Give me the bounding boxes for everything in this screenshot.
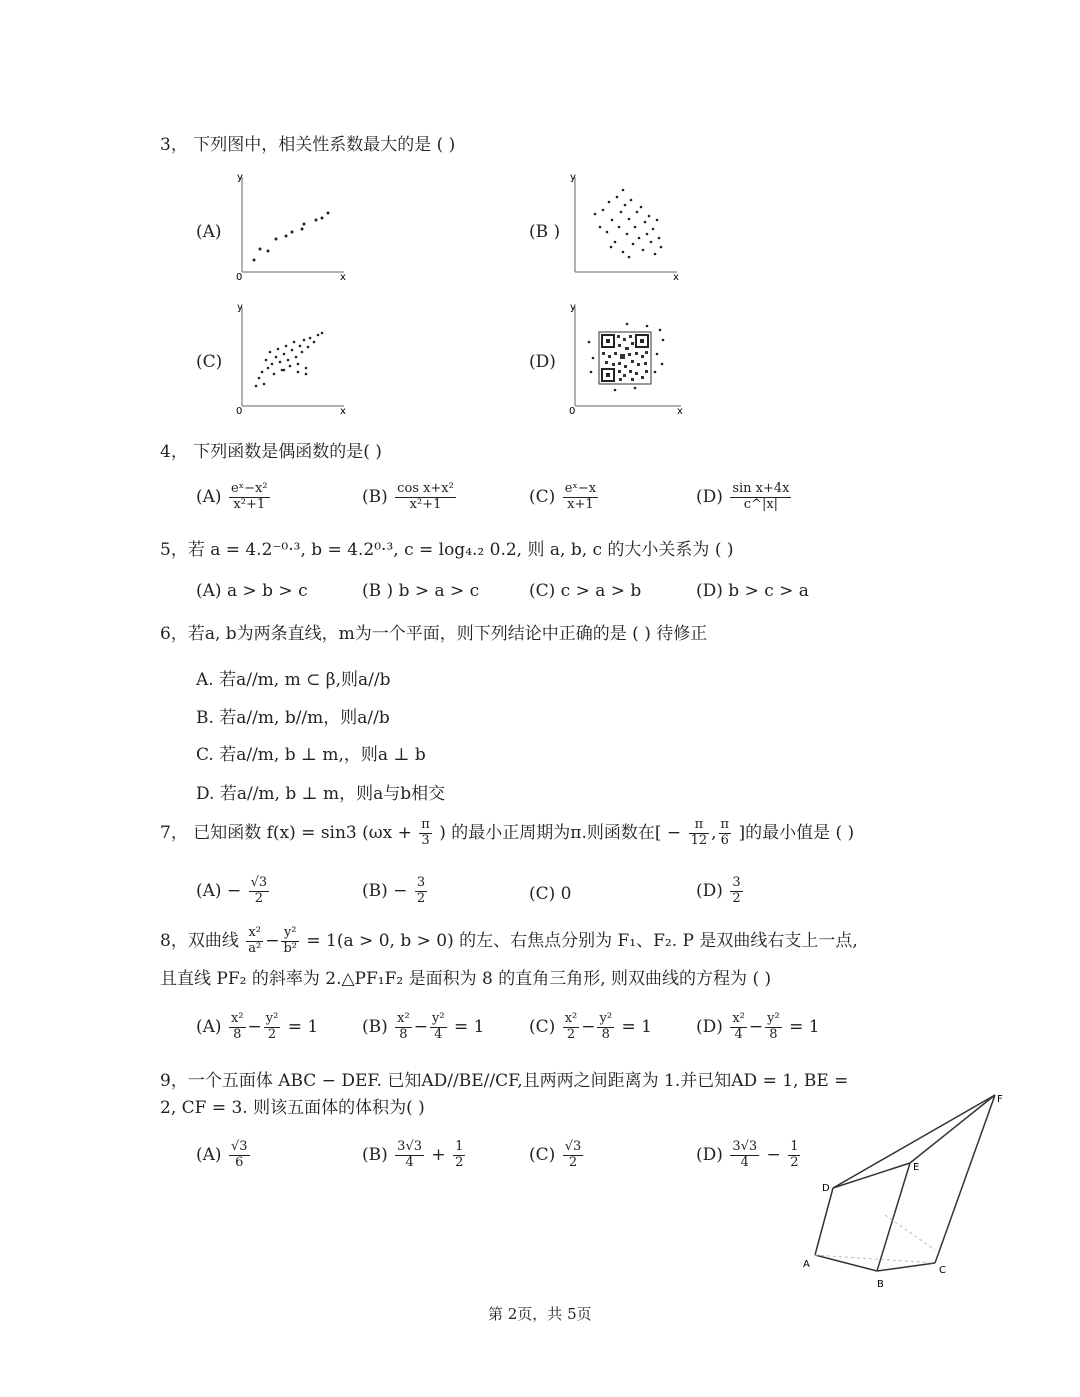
numerator: eˣ−x² xyxy=(230,481,268,496)
scatter-plot-d xyxy=(565,302,690,417)
pi-over-6 xyxy=(719,818,732,849)
numerator: y² xyxy=(767,1011,780,1026)
q9-c-label: (C) xyxy=(529,1144,556,1165)
x-axis-label: x xyxy=(673,272,679,282)
x2-fraction xyxy=(730,1012,747,1043)
denominator: 6 xyxy=(235,1154,244,1170)
denominator: 8 xyxy=(233,1026,242,1042)
x2-fraction xyxy=(229,1012,246,1043)
plus-sign: + xyxy=(431,1144,446,1165)
denominator: 2 xyxy=(455,1154,464,1170)
q3-option-c-label: (C) xyxy=(196,352,223,372)
y2-over-b2 xyxy=(281,926,299,957)
y2-fraction xyxy=(264,1012,281,1043)
q9-d-fraction-1 xyxy=(730,1140,759,1171)
point-e-label: E xyxy=(913,1162,920,1173)
q9-option-c xyxy=(529,1140,585,1171)
numerator: x² xyxy=(246,926,263,942)
denominator: 4 xyxy=(434,1026,443,1042)
y-axis-label: y xyxy=(237,172,243,183)
denominator: x²+1 xyxy=(409,496,442,512)
numerator: 3√3 xyxy=(397,1139,422,1154)
x-axis-label: x xyxy=(340,272,346,282)
q3-stem: 3， 下列图中，相关性系数最大的是 ( ) xyxy=(160,135,456,155)
y-axis-label: y xyxy=(570,302,576,313)
scatter-plot-a xyxy=(232,172,352,282)
y-axis-label: y xyxy=(237,302,243,313)
q3-option-b-label: (B ) xyxy=(529,222,561,242)
q4-b-label: (B) xyxy=(362,486,388,507)
denominator: 8 xyxy=(769,1026,778,1042)
point-f-label: F xyxy=(997,1094,1003,1105)
denominator: 8 xyxy=(601,1026,610,1042)
q9-d-label: (D) xyxy=(696,1144,723,1165)
q4-b-fraction xyxy=(395,482,456,513)
q5-option-d: (D) b > c > a xyxy=(696,581,809,601)
q8-c-label: (C) xyxy=(529,1016,556,1037)
x2-over-a2 xyxy=(246,926,263,957)
equals-one: = 1 xyxy=(789,1016,820,1037)
denominator: x²+1 xyxy=(233,496,266,512)
numerator: π xyxy=(689,818,710,834)
origin-label: 0 xyxy=(569,406,576,417)
q8-d-label: (D) xyxy=(696,1016,723,1037)
q7-option-a xyxy=(196,876,271,907)
denominator: 2 xyxy=(790,1154,799,1170)
q9-b-label: (B) xyxy=(362,1144,388,1165)
q8-stem-part-2: = 1(a > 0, b > 0) 的左、右焦点分别为 F₁、F₂. P 是双曲线右支上一点, xyxy=(306,931,858,951)
equals-one: = 1 xyxy=(287,1016,319,1037)
point-a-label: A xyxy=(803,1259,810,1270)
q7-option-d xyxy=(696,876,745,907)
numerator: sin x+4x xyxy=(732,481,790,496)
q9-a-label: (A) xyxy=(196,1144,222,1165)
q6-option-d: D. 若a//m, b ⊥ m，则a与b相交 xyxy=(196,784,446,804)
numerator: 1 xyxy=(455,1139,464,1154)
qr-code-image xyxy=(599,332,651,384)
q7-b-label: (B) − xyxy=(362,880,408,901)
q7-stem-part-2: (ωx + xyxy=(362,823,412,843)
denominator: 2 xyxy=(267,1026,277,1042)
numerator: 3 xyxy=(732,875,741,890)
q7-stem-part-3: ) 的最小正周期为π.则函数在[ − xyxy=(439,823,682,843)
q4-a-label: (A) xyxy=(196,486,222,507)
minus-sign: − xyxy=(766,1144,781,1165)
numerator: √3 xyxy=(564,1139,582,1154)
numerator: y² xyxy=(599,1011,613,1026)
q9-option-b xyxy=(362,1140,467,1171)
q7-stem: 7， 已知函数 f(x) = sin3 (ωx + $\frac{\pi}{3}$ ) 的最小正周期为π.则函数在[ − $\frac{\pi}{12}$ , $\frac{\pi}{6}$ ]的最小值是 ( ) xyxy=(160,817,855,848)
numerator: y² xyxy=(281,926,299,942)
q5-stem: 5，若 a = 4.2⁻⁰·³, b = 4.2⁰·³, c = log₄.₂ 0.2, 则 a, b, c 的大小关系为 ( ) xyxy=(160,540,734,560)
denominator: 4 xyxy=(740,1154,749,1170)
pi-over-12 xyxy=(689,818,710,849)
denominator: 4 xyxy=(405,1154,414,1170)
denominator: 6 xyxy=(720,833,729,848)
numerator: π xyxy=(720,817,730,833)
numerator: 3 xyxy=(416,875,426,890)
q8-option-b: (B) $\frac{\text{x²}}{8}$ − $\frac{\text{y²}}{4}$ = 1 xyxy=(362,1011,485,1042)
point-d-label: D xyxy=(822,1183,830,1194)
denominator: 4 xyxy=(734,1026,743,1042)
q7-stem-part-1: 7， 已知函数 f(x) = sin3 xyxy=(160,823,357,843)
q7-b-fraction xyxy=(415,876,427,907)
denominator: 2 xyxy=(568,1154,578,1170)
q4-a-fraction xyxy=(229,482,270,513)
q9-stem-line-1: 9，一个五面体 ABC − DEF. 已知AD//BE//CF,且两两之间距离为 1.并已知AD = 1, BE = xyxy=(160,1071,849,1091)
q8-a-label: (A) xyxy=(196,1016,222,1037)
numerator: x² xyxy=(230,1011,244,1026)
numerator: √3 xyxy=(230,1139,248,1154)
denominator: 2 xyxy=(566,1026,576,1042)
denominator: 2 xyxy=(732,890,741,906)
q4-option-b xyxy=(362,482,458,513)
denominator: a² xyxy=(248,941,262,956)
q4-option-a xyxy=(196,482,272,513)
numerator: x² xyxy=(564,1011,578,1026)
numerator: π xyxy=(421,817,430,833)
q9-c-fraction xyxy=(563,1140,584,1171)
q3-option-a-label: (A) xyxy=(196,222,222,242)
denominator: 2 xyxy=(254,890,264,906)
q9-stem-line-2: 2, CF = 3. 则该五面体的体积为( ) xyxy=(160,1098,425,1118)
q8-b-label: (B) xyxy=(362,1016,388,1037)
equals-one: = 1 xyxy=(453,1016,485,1037)
denominator: 3 xyxy=(421,833,430,848)
y2-fraction xyxy=(430,1012,447,1043)
y2-fraction xyxy=(765,1012,782,1043)
q9-option-a xyxy=(196,1140,252,1171)
q8-stem-line-2: 且直线 PF₂ 的斜率为 2.△PF₁F₂ 是面积为 8 的直角三角形, 则双曲线的方程为 ( ) xyxy=(160,969,772,989)
x-axis-label: x xyxy=(677,406,683,417)
q7-option-b xyxy=(362,876,429,907)
q4-stem: 4， 下列函数是偶函数的是( ) xyxy=(160,442,382,462)
q4-option-c xyxy=(529,482,600,513)
denominator: 8 xyxy=(399,1026,408,1042)
q8-option-a: (A) $\frac{\text{x²}}{8}$ − $\frac{\text{y²}}{2}$ = 1 xyxy=(196,1011,319,1042)
q5-option-a: (A) a > b > c xyxy=(196,581,308,601)
q4-option-d xyxy=(696,482,793,513)
q8-option-d: (D) $\frac{\text{x²}}{4}$ − $\frac{\text{y²}}{8}$ = 1 xyxy=(696,1011,820,1042)
q3-option-d-label: (D) xyxy=(529,352,556,372)
q6-option-c: C. 若a//m, b ⊥ m,，则a ⊥ b xyxy=(196,745,426,765)
numerator: x² xyxy=(732,1011,745,1026)
x2-fraction xyxy=(563,1012,580,1043)
numerator: y² xyxy=(265,1011,279,1026)
scatter-plot-c xyxy=(232,302,352,417)
denominator: x+1 xyxy=(567,496,594,512)
numerator: √3 xyxy=(250,875,268,890)
y2-fraction xyxy=(597,1012,614,1043)
numerator: cos x+x² xyxy=(397,481,454,496)
q5-option-b: (B ) b > a > c xyxy=(362,581,480,601)
denominator: 12 xyxy=(690,833,708,848)
q6-stem: 6，若a, b为两条直线，m为一个平面，则下列结论中正确的是 ( ) 待修正 xyxy=(160,624,708,644)
q9-option-d xyxy=(696,1140,802,1171)
q4-c-label: (C) xyxy=(529,486,556,507)
q8-stem-part-1: 8，双曲线 xyxy=(160,931,239,951)
q6-option-b: B. 若a//m, b//m，则a//b xyxy=(196,708,390,728)
numerator: 1 xyxy=(790,1139,799,1154)
numerator: 3√3 xyxy=(732,1139,758,1154)
q7-option-c: (C) 0 xyxy=(529,884,572,904)
q7-stem-part-4: ]的最小值是 ( ) xyxy=(738,823,855,843)
q7-d-fraction xyxy=(730,876,742,907)
x2-fraction xyxy=(395,1012,412,1043)
numerator: x² xyxy=(397,1011,410,1026)
denominator: c^|x| xyxy=(743,496,779,512)
q7-d-label: (D) xyxy=(696,880,723,901)
q9-a-fraction xyxy=(229,1140,250,1171)
q7-a-label: (A) − xyxy=(196,880,242,901)
q4-c-fraction xyxy=(563,482,598,513)
q4-d-label: (D) xyxy=(696,486,723,507)
q8-option-c: (C) $\frac{\text{x²}}{2}$ − $\frac{\text{y²}}{8}$ = 1 xyxy=(529,1011,652,1042)
denominator: 2 xyxy=(416,890,426,906)
q7-a-fraction xyxy=(249,876,270,907)
equals-one: = 1 xyxy=(621,1016,652,1037)
numerator: y² xyxy=(431,1011,445,1026)
denominator: b² xyxy=(283,941,297,956)
q8-stem-line-1: 8，双曲线 $\frac{\text{x²}}{\text{a²}}$ − $\frac{\text{y²}}{\text{b²}}$ = 1(a > 0, b > 0) 的左、右焦点分别为 F₁、F₂. P 是双曲线右支上一点, xyxy=(160,925,858,956)
page-number-footer: 第 2页，共 5页 xyxy=(488,1305,592,1323)
q9-b-fraction-2 xyxy=(453,1140,465,1171)
y-axis-label: y xyxy=(570,172,576,183)
origin-label: 0 xyxy=(236,406,243,417)
q5-option-c: (C) c > a > b xyxy=(529,581,642,601)
pentahedron-figure xyxy=(795,1085,1020,1295)
q9-b-fraction-1 xyxy=(395,1140,424,1171)
x-axis-label: x xyxy=(340,406,346,417)
q4-d-fraction xyxy=(730,482,791,513)
pi-over-3 xyxy=(419,818,432,849)
origin-label: 0 xyxy=(236,272,243,282)
point-b-label: B xyxy=(877,1279,884,1290)
numerator: eˣ−x xyxy=(564,481,597,496)
scatter-plot-b xyxy=(565,172,685,282)
point-c-label: C xyxy=(939,1265,946,1276)
q6-option-a: A. 若a//m, m ⊂ β,则a//b xyxy=(196,670,391,690)
